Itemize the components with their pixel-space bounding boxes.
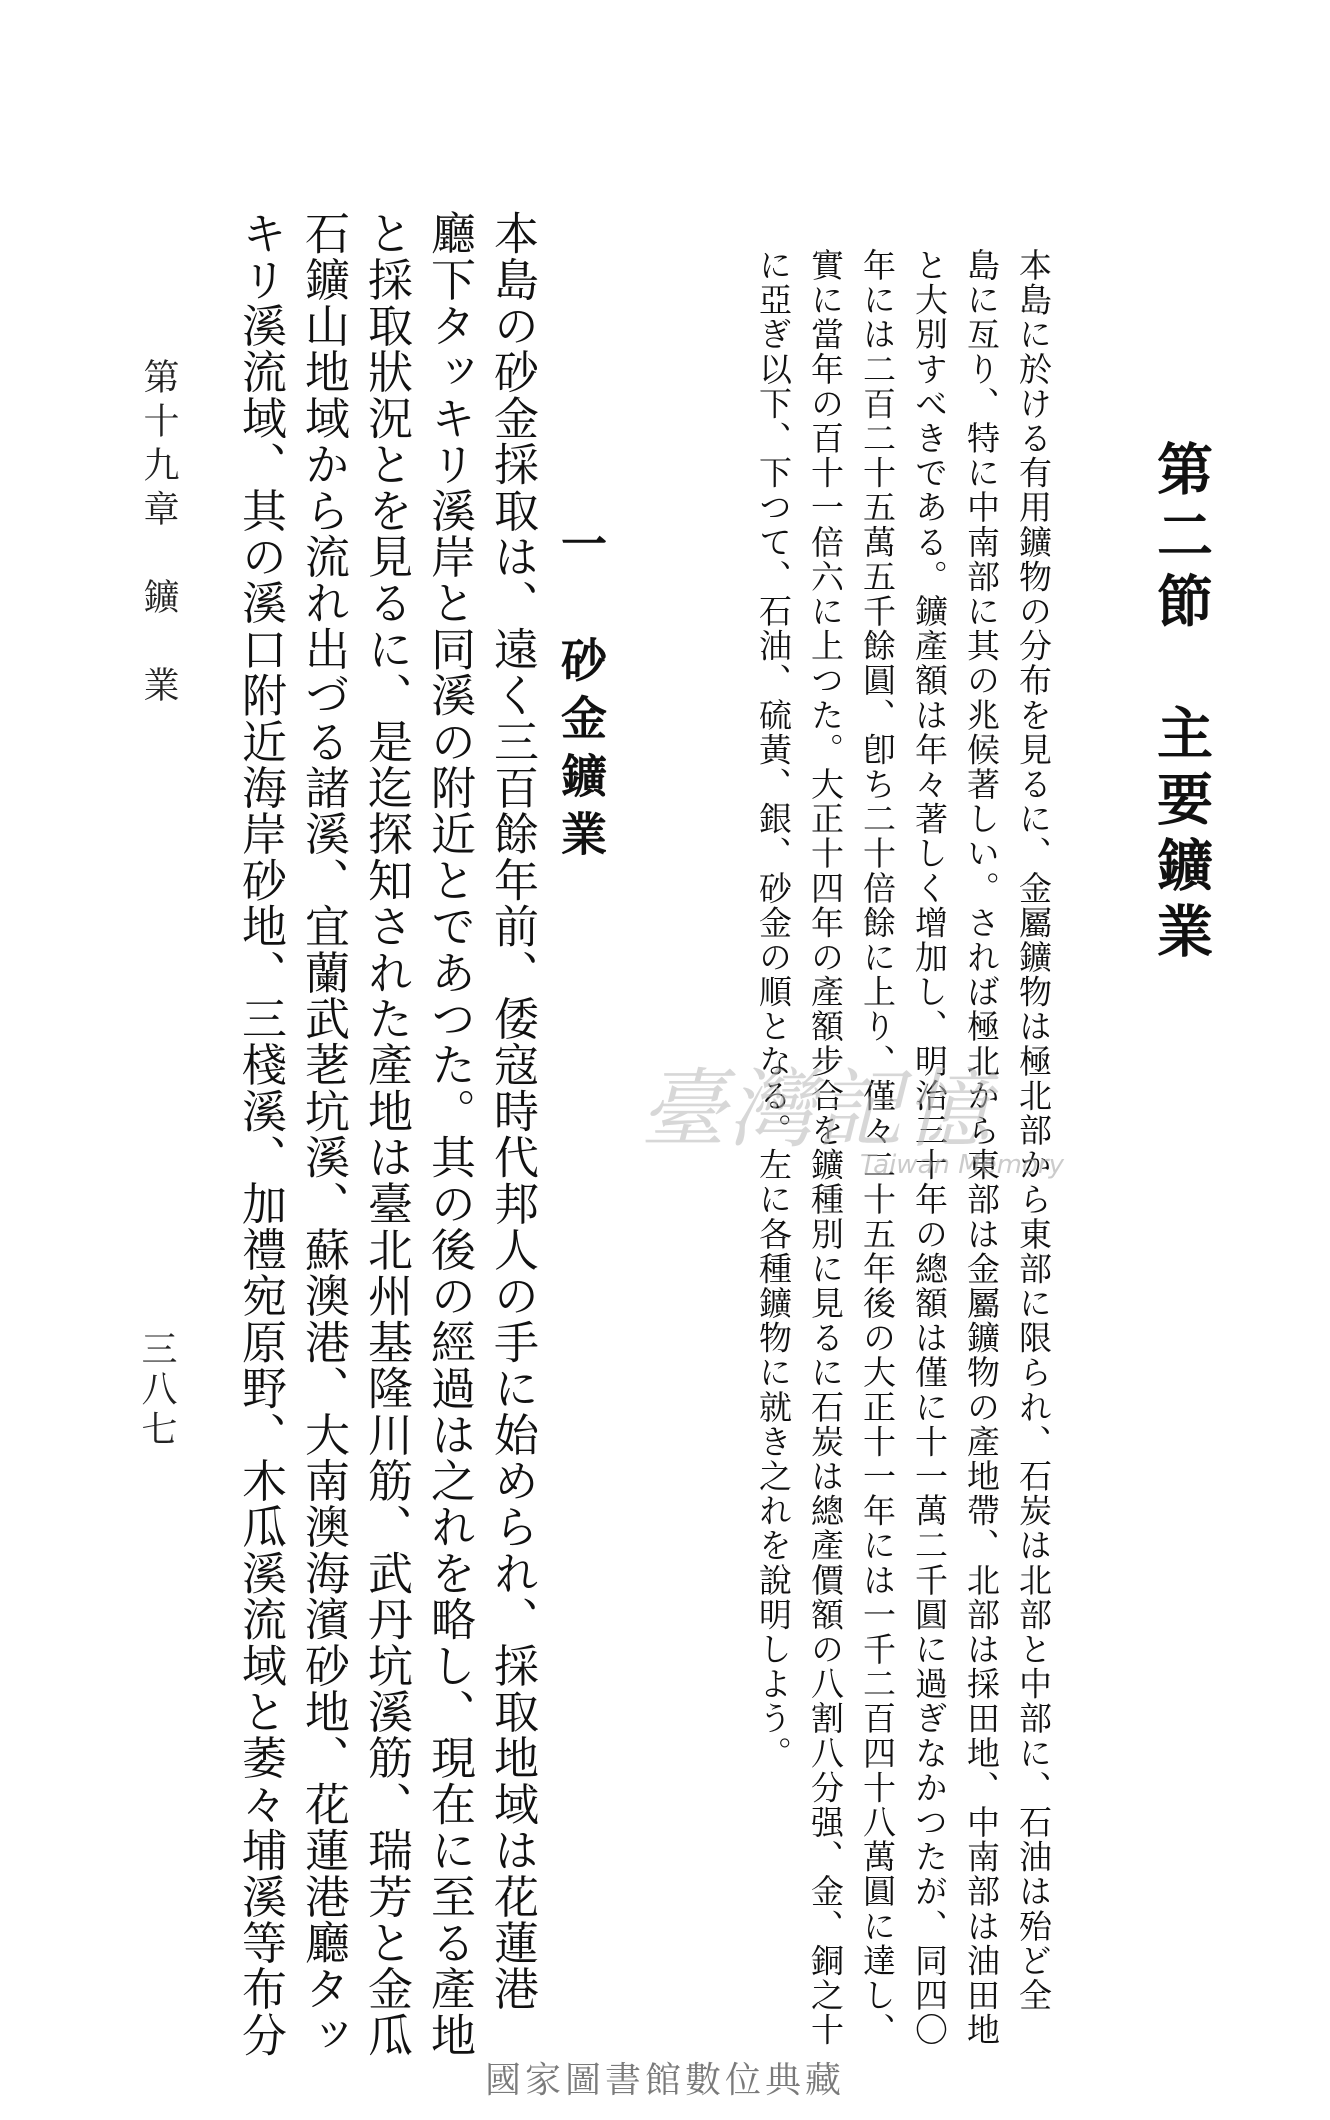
section-heading: 第二節 主要鑛業 — [1148, 440, 1213, 968]
page-number: 三八七 — [136, 1330, 177, 1450]
body-line: 石鑛山地域から流れ出づる諸溪、宜蘭武荖坑溪、蘇澳港、大南澳海濱砂地、花蓮港廳タッ — [297, 210, 350, 2058]
intro-line: と大別すべきである。鑛產額は年々著しく增加し、明治三十年の總額は僅に十一萬二千圓に過ぎなかつたが、同四〇 — [910, 248, 949, 2048]
watermark-logo: 臺灣記憶 — [640, 1060, 992, 1160]
watermark-subtext: Taiwan Memory — [860, 1150, 1064, 1180]
intro-line: 年には二百二十五萬五千餘圓、卽ち二十倍餘に上り、僅々二十五年後の大正十一年には一千二百四十八萬圓に達し、 — [858, 248, 897, 2048]
running-head: 第十九章 鑛 業 — [138, 358, 179, 710]
intro-paragraph — [738, 248, 1053, 2048]
body-line: と採取狀況とを見るに、是迄探知された產地は臺北州基隆川筋、武丹坑溪筋、瑞芳と金瓜 — [360, 210, 413, 2058]
intro-line: 島に亙り、特に中南部に其の兆候著しい。されば極北から東部は金屬鑛物の產地帶、北部は採田地、中南部は油田地 — [962, 248, 1001, 2048]
body-line: 本島の砂金採取は、遠く三百餘年前、倭寇時代邦人の手に始められ、採取地域は花蓮港 — [486, 210, 539, 2012]
body-line: 廳下タッキリ溪岸と同溪の附近とであつた。其の後の經過は之れを略し、現在に至る產地 — [423, 210, 476, 2058]
intro-line: に亞ぎ以下、下つて、石油、硫黃、銀、砂金の順となる。左に各種鑛物に就き之れを說明しよう。 — [754, 248, 793, 1771]
body-paragraph — [220, 210, 539, 2058]
body-line: キリ溪流域、其の溪口附近海岸砂地、三棧溪、加禮宛原野、木瓜溪流域と萎々埔溪等布分 — [234, 210, 287, 2058]
intro-line: 實に當年の百十一倍六に上つた。大正十四年の產額步合を鑛種別に見るに石炭は總產價額の八割八分强、金、銅之十 — [806, 248, 845, 2048]
intro-line: 本島に於ける有用鑛物の分布を見るに、金屬鑛物は極北部から東部に限られ、石炭は北部と中部に、石油は殆ど全 — [1014, 248, 1053, 2013]
subsection-heading: 一 砂金鑛業 — [554, 520, 608, 868]
archive-footer: 國家圖書館數位典藏 — [484, 2060, 845, 2101]
